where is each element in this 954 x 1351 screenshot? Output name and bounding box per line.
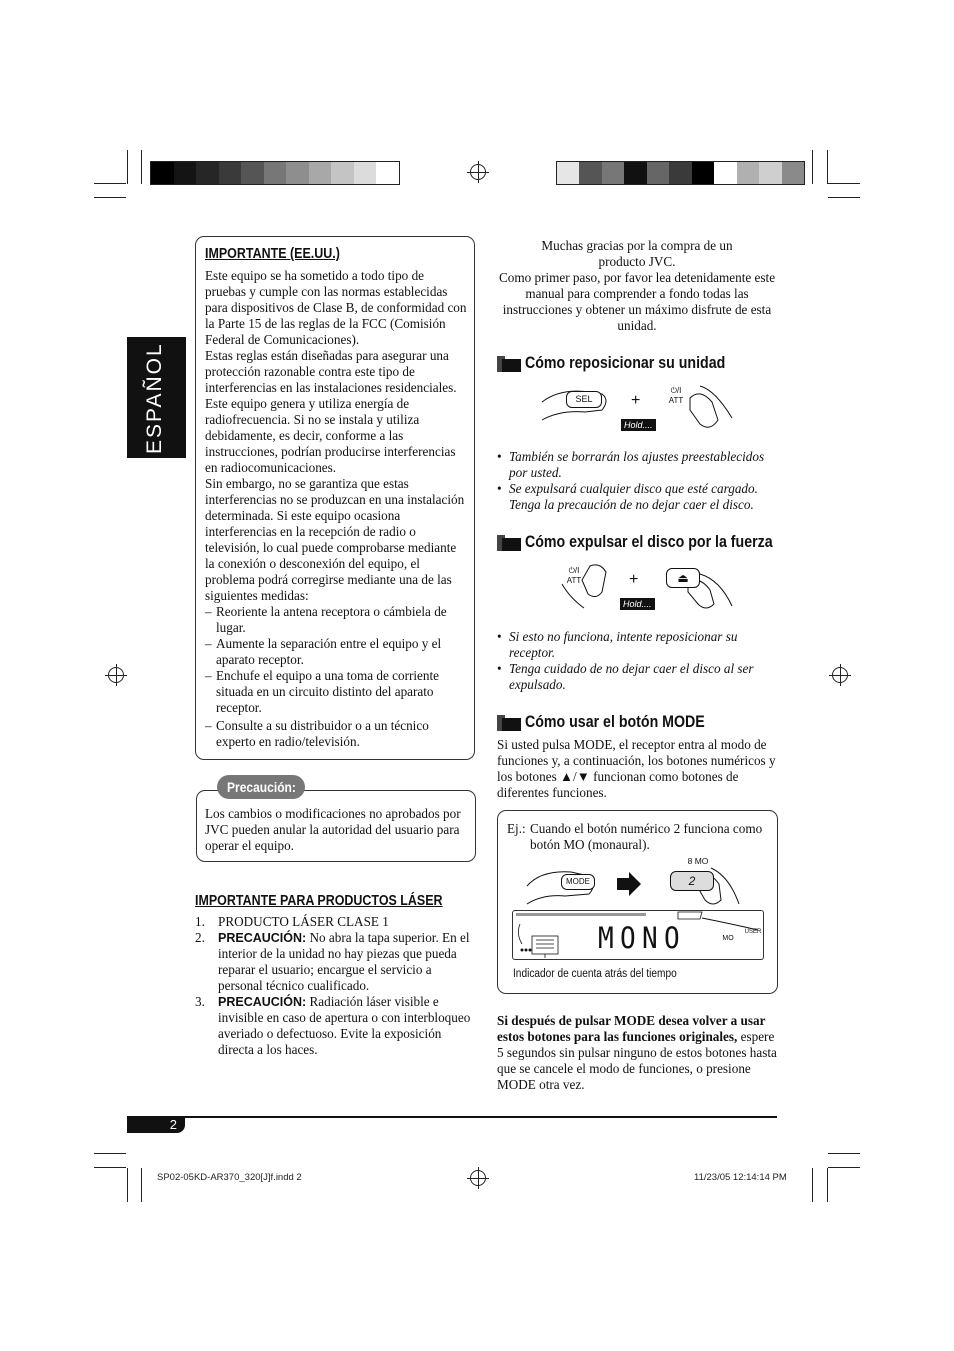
list-item: • Si esto no funciona, intente reposicionar su receptor. [497, 629, 779, 661]
att-label: ATT [566, 576, 582, 585]
intro-line: Como primer paso, por favor lea detenidamente este manual para comprender a fondo todas las instrucciones y obtener un máximo disfrute de esta unidad. [498, 270, 776, 333]
mode-button: MODE [561, 874, 595, 890]
eject-notes [497, 629, 779, 693]
page-number: 2 [127, 1117, 185, 1133]
footer-timestamp: 11/23/05 12:14:14 PM [694, 1172, 787, 1183]
measures-list [205, 604, 467, 750]
lcd-user-indicator: USER [744, 929, 762, 935]
important-us-body [205, 268, 467, 750]
crop-mark [94, 197, 126, 198]
crop-mark [828, 1167, 860, 1168]
list-item: 2. PRECAUCIÓN: No abra la tapa superior. En el interior de la unidad no hay piezas que pueda reparar el usuario; encargue el servicio a personal técnico cualificado. [195, 930, 470, 993]
registration-mark [470, 1170, 486, 1186]
crop-mark [141, 150, 142, 184]
intro-line: Muchas gracias por la compra de un producto JVC. [541, 238, 733, 269]
lcd-mono-text: MONO [598, 921, 687, 955]
color-bar-right [556, 161, 805, 185]
crop-mark [828, 1153, 860, 1154]
crop-mark [127, 150, 128, 184]
eject-button: ⏏ [666, 568, 700, 588]
lcd-mo-indicator: MO [722, 935, 734, 942]
list-item: – Reoriente la antena receptora o cámbiela de lugar. [205, 604, 467, 636]
list-item: – Aumente la separación entre el equipo y el aparato receptor. [205, 636, 467, 668]
important-us-paragraph: Este equipo se ha sometido a todo tipo de pruebas y cumple con las normas establecidas para dispositivos de Clase B, de conformidad con la Parte 15 de las reglas de la FCC (Comisión Federal de Comunicaciones). [205, 268, 467, 347]
registration-mark [832, 667, 848, 683]
list-item: • Tenga cuidado de no dejar caer el disco al ser expulsado. [497, 661, 779, 693]
plus-sign: + [631, 392, 641, 409]
section-icon [497, 356, 521, 372]
button-2-label: 8 MO [687, 856, 709, 866]
crop-mark [827, 1168, 828, 1202]
eject-title: Cómo expulsar el disco por la fuerza [525, 533, 773, 551]
crop-mark [812, 150, 813, 184]
page-rule [127, 1116, 777, 1118]
reset-title: Cómo reposicionar su unidad [525, 354, 726, 372]
important-us-paragraph: Sin embargo, no se garantiza que estas interferencias no se produzcan en una instalación determinada. Si este equipo ocasiona interferencias en la recepción de radio o televisión, lo cual puede comprobarse mediante la conexión o desconexión del equipo, el problema podrá corregirse mediante una de las siguientes medidas: [205, 476, 465, 603]
power-label: ⏻/I [670, 386, 682, 395]
important-us-heading: IMPORTANTE (EE.UU.) [205, 246, 340, 262]
sel-button: SEL [566, 391, 602, 408]
list-item: – Consulte a su distribuidor o a un técnico experto en radio/televisión. [205, 718, 467, 750]
mode-title: Cómo usar el botón MODE [525, 713, 705, 731]
laser-heading: IMPORTANTE PARA PRODUCTOS LÁSER [195, 893, 443, 909]
mode-illustration [525, 864, 755, 910]
example-prefix: Ej.: [507, 821, 526, 836]
caution-text: Los cambios o modificaciones no aprobados por JVC pueden anular la autoridad del usuario para operar el equipo. [205, 806, 461, 853]
important-us-paragraph: Estas reglas están diseñadas para asegurar una protección razonable contra este tipo de interferencias en las instalaciones residenciales. Este equipo genera y utiliza energía de radiofrecuencia. Si no se instala y utiliza debidamente, es decir, conforme a las instrucciones, podrían producirse interferencias en radiocomunicaciones. [205, 348, 457, 475]
crop-mark [812, 1168, 813, 1202]
crop-mark [94, 1167, 126, 1168]
crop-mark [828, 183, 860, 184]
mode-example [507, 821, 769, 853]
crop-mark [94, 1153, 126, 1154]
registration-mark [108, 667, 124, 683]
reset-notes [497, 449, 779, 513]
laser-list [195, 914, 471, 1058]
section-icon [497, 715, 521, 731]
list-item: 3. PRECAUCIÓN: Radiación láser visible e invisible en caso de apertura o con interbloqueo averiado o defectuoso. Evite la exposición directa a los haces. [195, 994, 471, 1057]
list-item: • También se borrarán los ajustes preestablecidos por usted. [497, 449, 779, 481]
list-item: 1. PRODUCTO LÁSER CLASE 1 [195, 914, 389, 929]
power-label: ⏻/I [568, 566, 580, 575]
list-item: – Enchufe el equipo a una toma de corriente situada en un circuito distinto del aparato receptor. [205, 668, 467, 716]
crop-mark [828, 197, 860, 198]
section-icon [497, 535, 521, 551]
hold-label: Hold.... [621, 419, 656, 431]
registration-mark [470, 164, 486, 180]
countdown-indicator-label: Indicador de cuenta atrás del tiempo [513, 968, 677, 980]
crop-mark [827, 150, 828, 184]
hold-label: Hold.... [620, 598, 655, 610]
list-item: • Se expulsará cualquier disco que esté cargado. Tenga la precaución de no dejar caer el disco. [497, 481, 779, 513]
mode-final [497, 1013, 779, 1093]
mode-text: Si usted pulsa MODE, el receptor entra al modo de funciones y, a continuación, los botones numéricos y los botones ▲/▼ funcionan como botones de diferentes funciones. [497, 737, 776, 800]
example-text: Cuando el botón numérico 2 funciona como botón MO (monaural). [530, 821, 763, 852]
reset-illustration [540, 380, 740, 440]
number-2-button: 2 [670, 871, 714, 891]
color-bar-left [150, 161, 400, 185]
footer-filename: SP02-05KD-AR370_320[J]f.indd 2 [157, 1172, 302, 1183]
mode-final-text: espere 5 segundos sin pulsar ninguno de estos botones hasta que se cancele el modo de funciones, o presione MODE otra vez. [497, 1029, 777, 1092]
att-label: ATT [668, 396, 684, 405]
crop-mark [141, 1168, 142, 1202]
mode-final-bold: Si después de pulsar MODE desea volver a usar estos botones para las funciones originales, [497, 1013, 766, 1044]
crop-mark [94, 183, 126, 184]
caution-label: Precaución: [227, 779, 296, 795]
language-tab-label: ESPAÑOL [143, 342, 166, 454]
intro-text [497, 238, 777, 334]
crop-mark [127, 1168, 128, 1202]
plus-sign: + [629, 571, 639, 588]
